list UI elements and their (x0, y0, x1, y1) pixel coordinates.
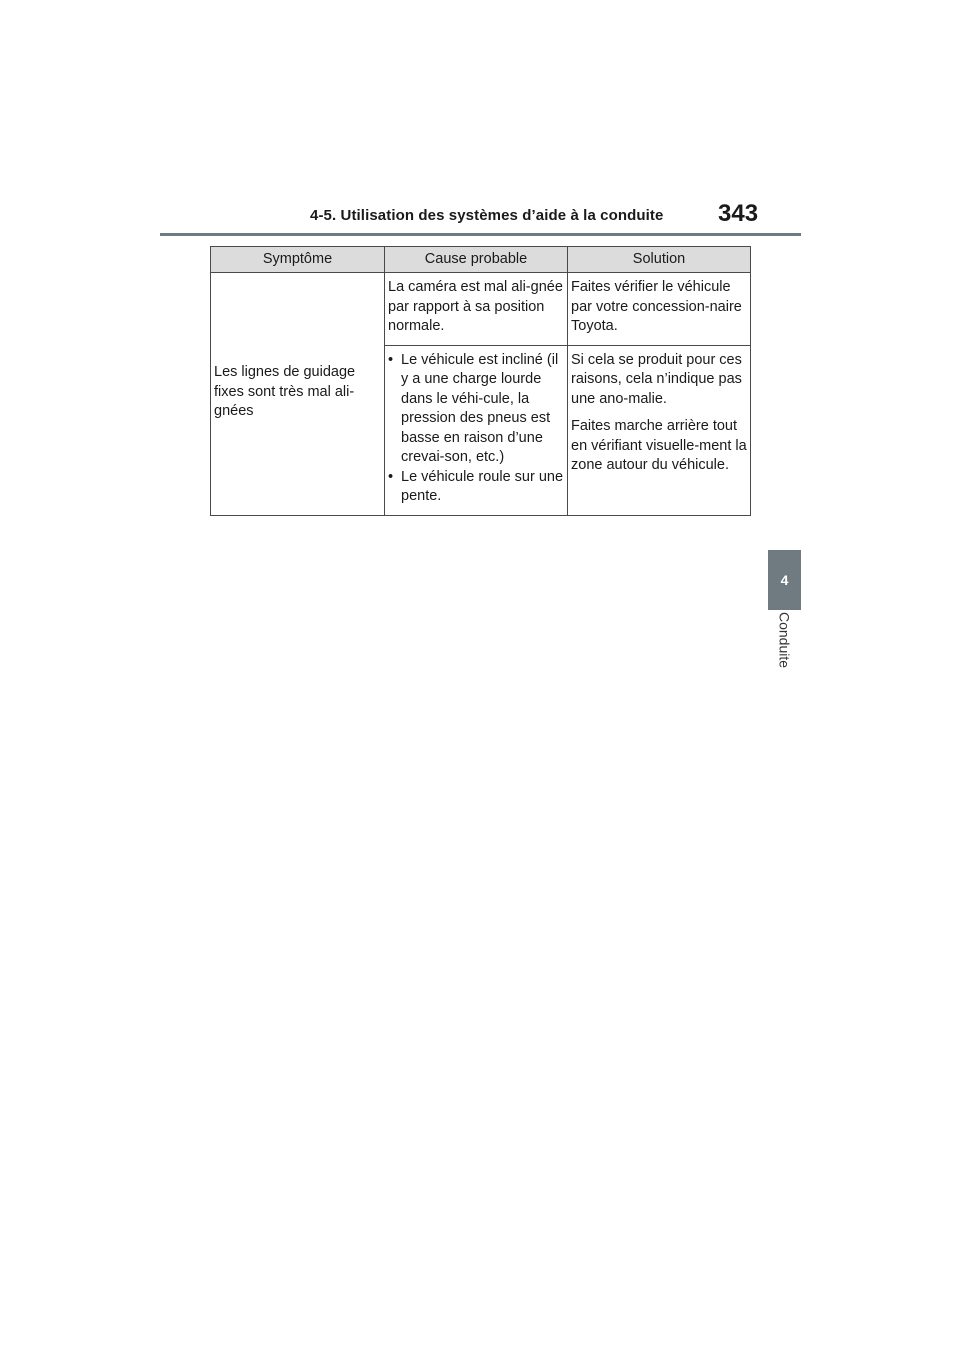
column-header-cause: Cause probable (385, 247, 568, 273)
troubleshooting-table (210, 246, 751, 516)
list-item (388, 468, 564, 507)
chapter-name-text: Conduite (776, 612, 793, 669)
bullet-icon: • (388, 468, 394, 485)
list-item-text: Le véhicule est incliné (il y a une charge lourde dans le véhi-cule, la pression des pneus est basse en raison d’une crevai-son, etc.) (401, 351, 559, 465)
chapter-number-tab: 4 (768, 550, 801, 610)
section-title: 4-5. Utilisation des systèmes d’aide à la conduite (310, 207, 664, 224)
symptom-cell: Les lignes de guidage fixes sont très mal ali-gnées (211, 273, 385, 516)
list-item-text: Le véhicule roule sur une pente. (401, 468, 564, 504)
cause-cell: La caméra est mal ali-gnée par rapport à sa position normale. (385, 273, 568, 346)
solution-cell: Faites vérifier le véhicule par votre concession-naire Toyota. (568, 273, 751, 346)
column-header-symptom: Symptôme (211, 247, 385, 273)
cause-cell (385, 345, 568, 515)
solution-paragraph: Si cela se produit pour ces raisons, cela n’indique pas une ano-malie. (571, 351, 742, 407)
column-header-solution: Solution (568, 247, 751, 273)
solution-cell (568, 345, 751, 515)
bullet-icon: • (388, 351, 394, 368)
table-row (211, 273, 751, 346)
list-item (388, 351, 564, 468)
chapter-name-label (768, 612, 801, 692)
solution-paragraph: Faites marche arrière tout en vérifiant visuelle-ment la zone autour du véhicule. (571, 418, 747, 473)
table-header-row (211, 247, 751, 273)
page-number: 343 (718, 200, 759, 227)
cause-bullet-list (388, 351, 564, 507)
header-divider (160, 233, 801, 236)
